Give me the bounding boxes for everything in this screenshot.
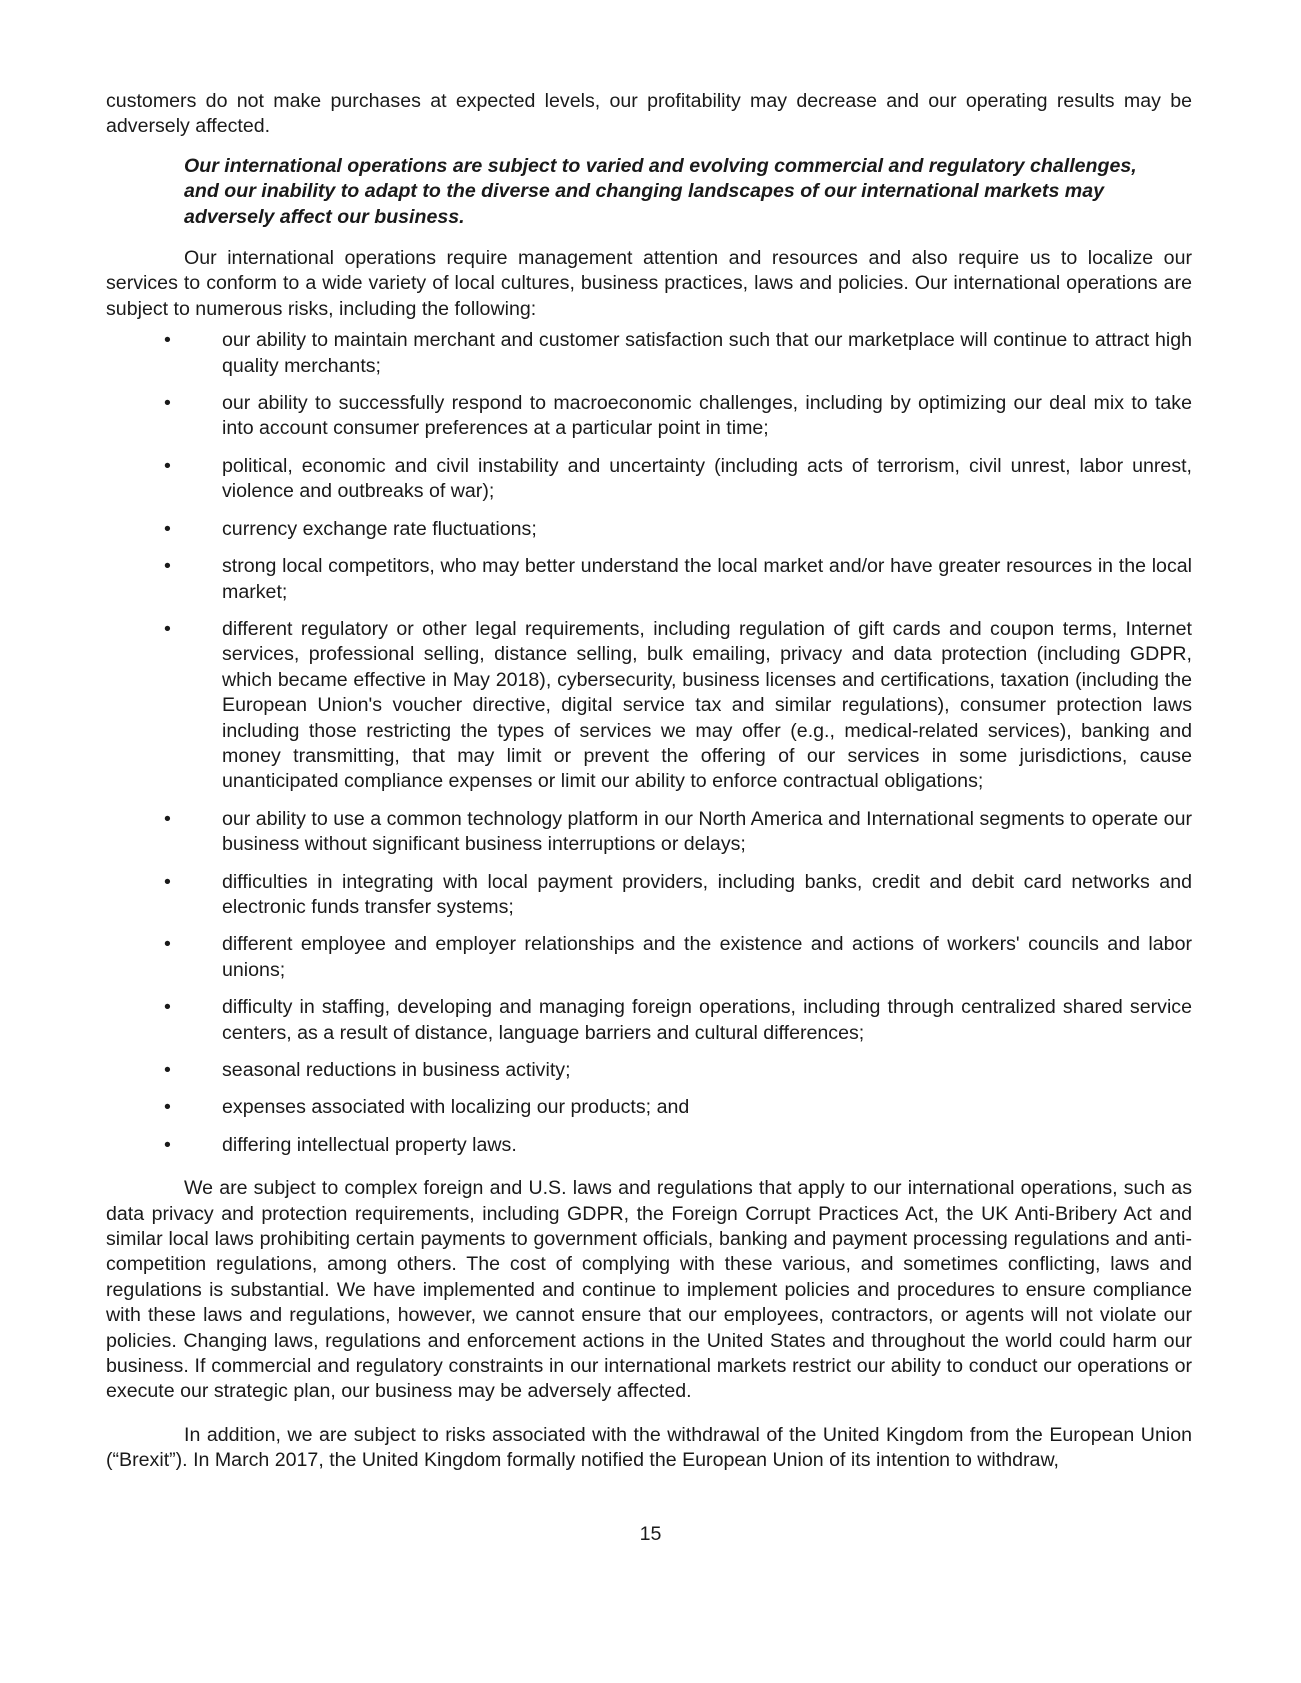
risk-list [106,328,1192,1158]
list-item-text: political, economic and civil instability and uncertainty (including acts of terrorism, civil unrest, labor unrest, violence and outbreaks of war); [222,454,1192,503]
paragraph-brexit: In addition, we are subject to risks associated with the withdrawal of the United Kingdom from the European Union (“Brexit”). In March 2017, the United Kingdom formally notified the European Union of its intention to withdraw, [106,1423,1192,1472]
intro-paragraph: customers do not make purchases at expected levels, our profitability may decrease and our operating results may be adversely affected. [106,90,1192,138]
list-item [106,1058,1192,1083]
list-item [106,391,1192,442]
list-item-text: different regulatory or other legal requirements, including regulation of gift cards and coupon terms, Internet services, professional selling, distance selling, bulk emailing, privacy and data protection (including GDPR, which became effective in May 2018), cybersecurity, business licenses and certifications, taxation (including the European Union's voucher directive, digital service tax and similar regulations), consumer protection laws including those restricting the types of services we may offer (e.g., medical-related services), banking and money transmitting, that may limit or prevent the offering of our services in some jurisdictions, cause unanticipated compliance expenses or limit our ability to enforce contractual obligations; [222,617,1192,793]
list-item-text: currency exchange rate fluctuations; [222,517,537,540]
list-item-text: difficulty in staffing, developing and managing foreign operations, including through centralized shared service centers, as a result of distance, language barriers and cultural differences; [222,996,1192,1044]
bullet-icon: • [164,392,171,415]
list-item [106,517,1192,542]
list-item [106,870,1192,921]
bullet-icon: • [164,1133,171,1156]
bullet-icon: • [164,996,171,1019]
list-item-text: our ability to successfully respond to macroeconomic challenges, including by optimizing our deal mix to take into account consumer preferences at a particular point in time; [222,392,1192,440]
bullet-icon: • [164,329,171,352]
page-number: 15 [639,1523,662,1545]
bullet-icon: • [164,617,171,640]
list-item-text: strong local competitors, who may better understand the local market and/or have greater resources in the local market; [222,555,1192,603]
bullet-icon: • [164,933,171,956]
list-item-text: different employee and employer relationships and the existence and actions of workers' councils and labor unions; [222,933,1192,981]
list-item-text: our ability to maintain merchant and customer satisfaction such that our marketplace will continue to attract high quality merchants; [222,329,1192,377]
bullet-icon: • [164,1096,171,1119]
list-item-text: seasonal reductions in business activity; [222,1059,571,1081]
list-item [106,932,1192,983]
list-item [106,328,1192,379]
bullet-icon: • [164,870,171,893]
list-item [106,454,1192,505]
document-page [106,89,1192,1474]
list-item-text: differing intellectual property laws. [222,1133,517,1156]
section-heading: Our international operations are subject to varied and evolving commercial and regulatory challenges, and our inability to adapt to the diverse and changing landscapes of our international markets may adversely affect our business. [184,154,1137,228]
bullet-icon: • [164,517,171,540]
paragraph-intro-risks: Our international operations require management attention and resources and also require us to localize our services to conform to a wide variety of local cultures, business practices, laws and policies. Our international operations are subject to numerous risks, including the following: [106,247,1192,320]
list-item [106,807,1192,858]
list-item [106,617,1192,795]
bullet-icon: • [164,1059,171,1081]
list-item [106,995,1192,1046]
list-item [106,1095,1192,1120]
list-item-text: our ability to use a common technology platform in our North America and International segments to operate our business without significant business interruptions or delays; [222,807,1192,856]
list-item-text: expenses associated with localizing our products; and [222,1096,690,1119]
list-item [106,554,1192,605]
bullet-icon: • [164,555,171,578]
list-item [106,1133,1192,1158]
bullet-icon: • [164,807,171,830]
bullet-icon: • [164,454,171,477]
list-item-text: difficulties in integrating with local payment providers, including banks, credit and debit card networks and electronic funds transfer systems; [222,870,1192,918]
paragraph-compliance: We are subject to complex foreign and U.S. laws and regulations that apply to our international operations, such as data privacy and protection requirements, including GDPR, the Foreign Corrupt Practices Act, the UK Anti-Bribery Act and similar local laws prohibiting certain payments to government officials, banking and payment processing regulations and anti-competition regulations, among others. The cost of complying with these various, and sometimes conflicting, laws and regulations is substantial. We have implemented and continue to implement policies and procedures to ensure compliance with these laws and regulations, however, we cannot ensure that our employees, contractors, or agents will not violate our policies. Changing laws, regulations and enforcement actions in the United States and throughout the world could harm our business. If commercial and regulatory constraints in our international markets restrict our ability to conduct our operations or execute our strategic plan, our business may be adversely affected. [106,1177,1192,1403]
